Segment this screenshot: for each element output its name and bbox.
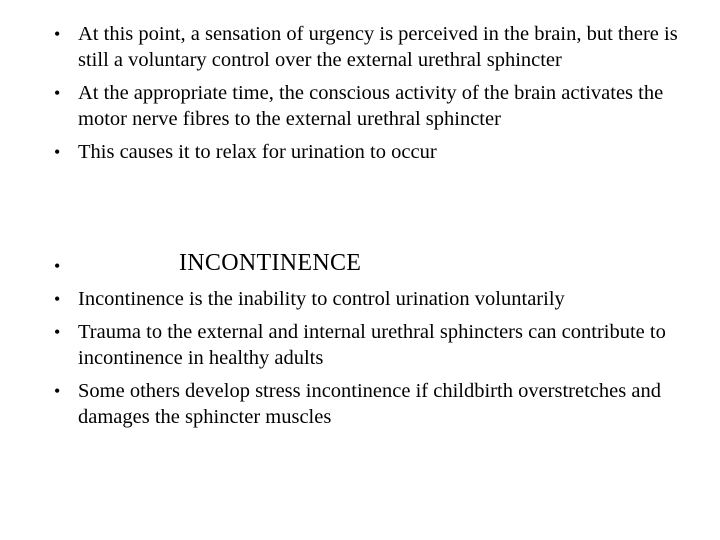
list-item	[50, 80, 710, 132]
bullet-text: Trauma to the external and internal urethral sphincters can contribute to incontinence in healthy adults	[78, 321, 666, 369]
list-item	[50, 319, 710, 371]
bullet-text: This causes it to relax for urination to occur	[78, 141, 437, 163]
bottom-bullet-list	[50, 286, 710, 437]
bullet-icon: •	[54, 289, 61, 309]
bullet-text: At the appropriate time, the conscious activity of the brain activates the motor nerve fibres to the external urethral sphincter	[78, 82, 664, 130]
bullet-icon: •	[54, 381, 61, 401]
list-item	[50, 378, 710, 430]
list-item	[50, 21, 710, 73]
bullet-icon: •	[54, 322, 61, 342]
list-item	[50, 286, 710, 312]
section-heading: INCONTINENCE	[179, 250, 362, 276]
section-heading-row	[50, 248, 710, 282]
bullet-text: Some others develop stress incontinence if childbirth overstretches and damages the sphincter muscles	[78, 380, 661, 428]
bullet-icon: •	[54, 142, 61, 162]
bullet-icon: •	[54, 24, 61, 44]
bullet-text: Incontinence is the inability to control urination voluntarily	[78, 288, 565, 310]
bullet-icon: •	[54, 256, 61, 276]
list-item	[50, 139, 710, 165]
bullet-icon: •	[54, 83, 61, 103]
top-bullet-list	[50, 21, 710, 172]
bullet-text: At this point, a sensation of urgency is perceived in the brain, but there is still a voluntary control over the external urethral sphincter	[78, 23, 678, 71]
